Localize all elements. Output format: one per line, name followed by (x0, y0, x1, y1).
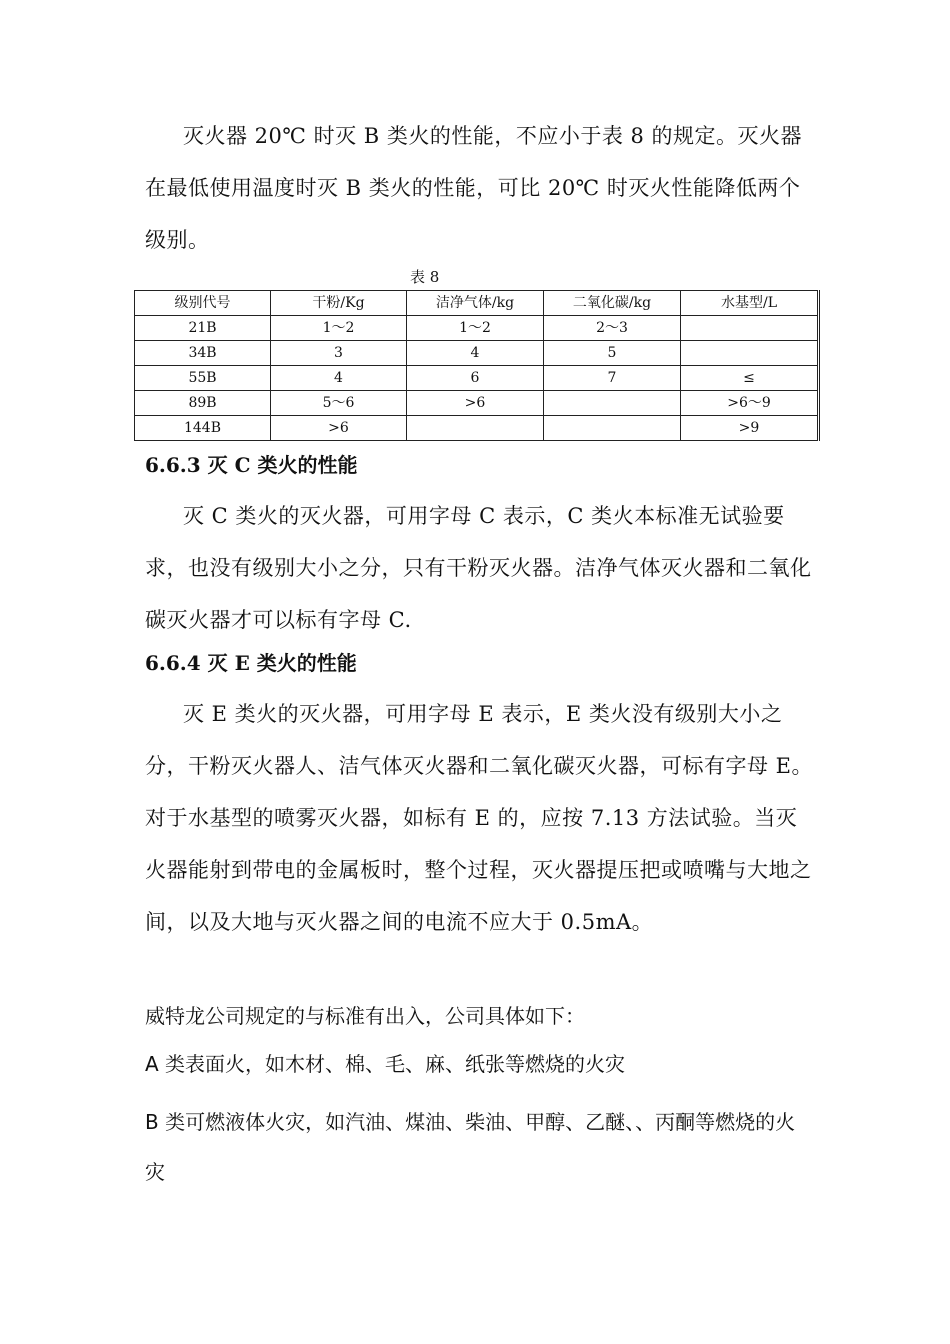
section-heading-6-6-3: 6.6.3 灭 C 类火的性能 (145, 453, 358, 477)
table-cell: >6～9 (681, 391, 819, 416)
table-cell: ≤ (681, 366, 819, 391)
class-b-description: B 类可燃液体火灾，如汽油、煤油、柴油、甲醇、乙醚、、丙酮等燃烧的火灾 (145, 1110, 796, 1184)
table-cell: 21B (135, 316, 271, 341)
column-header: 洁净气体/kg (407, 291, 544, 316)
company-intro: 威特龙公司规定的与标准有出入，公司具体如下： (145, 1004, 585, 1028)
table-cell: 1～2 (271, 316, 407, 341)
table-cell: >6 (407, 391, 544, 416)
table-header-row (135, 291, 819, 316)
column-header: 水基型/L (681, 291, 819, 316)
table-cell (407, 416, 544, 441)
table-cell (681, 341, 819, 366)
table-cell (681, 316, 819, 341)
table-cell: 1～2 (407, 316, 544, 341)
b-fire-rating-table (134, 290, 820, 441)
class-a-description: A 类表面火，如木材、棉、毛、麻、纸张等燃烧的火灾 (145, 1052, 626, 1076)
table-cell: 89B (135, 391, 271, 416)
table-row (135, 366, 819, 391)
table-cell: 144B (135, 416, 271, 441)
table-cell (544, 391, 681, 416)
table-row (135, 341, 819, 366)
table-cell: 7 (544, 366, 681, 391)
table-cell: >9 (681, 416, 819, 441)
paragraph-e-fire: 灭 E 类火的灭火器，可用字母 E 表示，E 类火没有级别大小之分，干粉灭火器人、洁气体灭火器和二氧化碳灭火器，可标有字母 E。对于水基型的喷雾灭火器，如标有 E 的，应按 7.13 方法试验。当灭火器能射到带电的金属板时，整个过程，灭火器提压把或喷嘴与大地之间，以及大地与灭火器之间的电流不应大于 0.5mA。 (145, 702, 814, 934)
section-heading-6-6-4: 6.6.4 灭 E 类火的性能 (145, 651, 357, 675)
table-cell: 55B (135, 366, 271, 391)
table-cell: 5 (544, 341, 681, 366)
table-row (135, 416, 819, 441)
table-cell: 4 (407, 341, 544, 366)
table-cell (544, 416, 681, 441)
table-cell: 6 (407, 366, 544, 391)
table-caption: 表 8 (410, 268, 440, 286)
table-cell: 5～6 (271, 391, 407, 416)
table-cell: 3 (271, 341, 407, 366)
column-header: 二氧化碳/kg (544, 291, 681, 316)
column-header: 干粉/Kg (271, 291, 407, 316)
table-cell: 4 (271, 366, 407, 391)
table-cell: 2～3 (544, 316, 681, 341)
table-row (135, 391, 819, 416)
table-cell: 34B (135, 341, 271, 366)
table-row (135, 316, 819, 341)
paragraph-b-fire-performance: 灭火器 20℃ 时灭 B 类火的性能，不应小于表 8 的规定。灭火器在最低使用温度时灭 B 类火的性能，可比 20℃ 时灭火性能降低两个级别。 (145, 124, 803, 252)
column-header: 级别代号 (135, 291, 271, 316)
table-cell: >6 (271, 416, 407, 441)
paragraph-c-fire: 灭 C 类火的灭火器，可用字母 C 表示，C 类火本标准无试验要求，也没有级别大小之分，只有干粉灭火器。洁净气体灭火器和二氧化碳灭火器才可以标有字母 C. (145, 504, 812, 632)
